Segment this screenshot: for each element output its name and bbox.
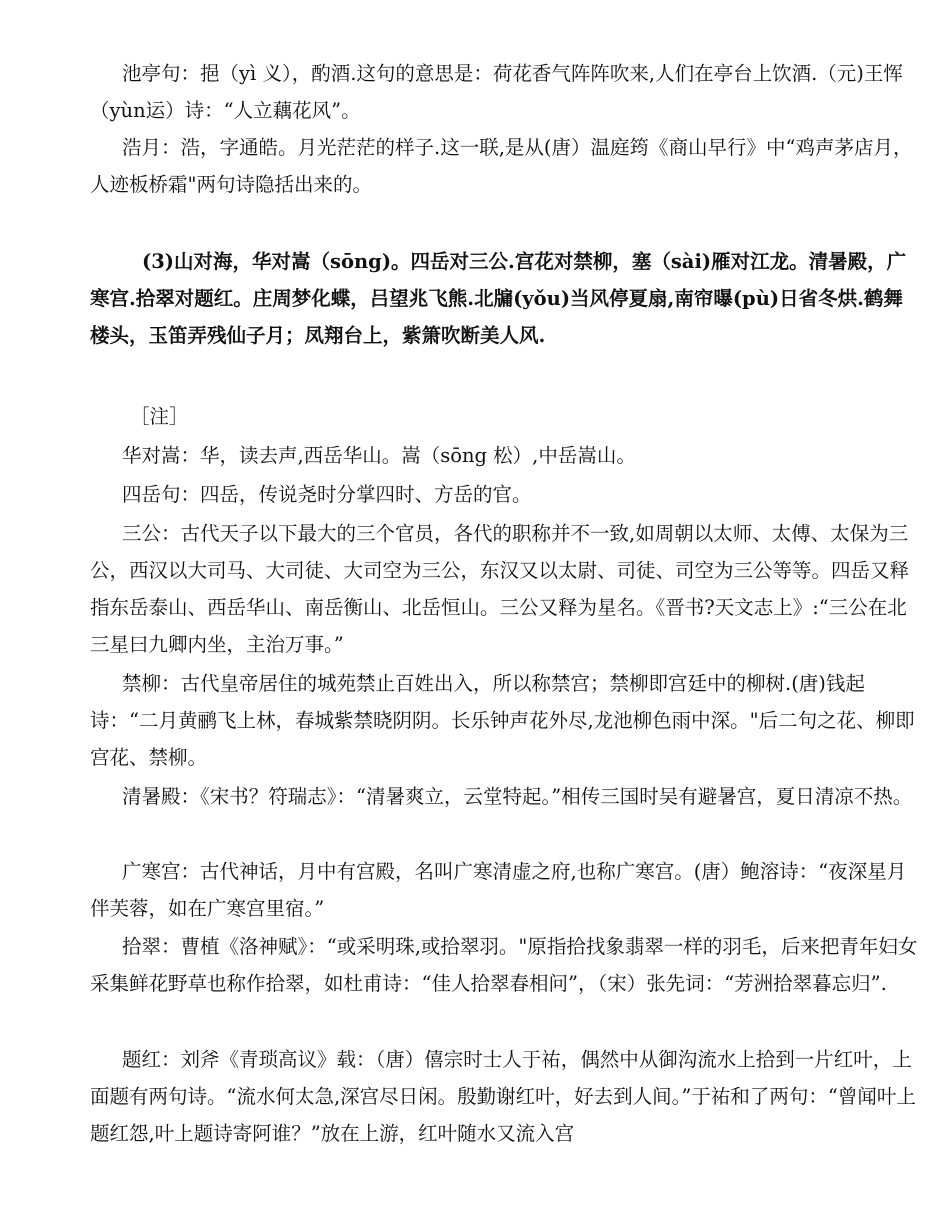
verse-paragraph-3: (3)山对海，华对嵩（sōng)。四岳对三公.宫花对禁柳，塞（sài)雁对江龙。清暑殿，广寒宫.拾翠对题红。庄周梦化蝶，吕望兆飞熊.北牖(yǒu)当风停夏扇,南帘曝(pù)日省冬烘.鹤舞楼头，玉笛弄残仙子月；凤翔台上，紫箫吹断美人风. bbox=[90, 250, 907, 347]
note-paragraph-guanghangong: 广寒宫：古代神话，月中有宫殿，名叫广寒清虚之府,也称广寒宫。(唐）鲍溶诗：“夜深星月伴芙蓉，如在广寒宫里宿。” bbox=[90, 860, 907, 920]
note-paragraph-qingshudian: 清暑殿：《宋书？符瑞志》：“清暑爽立，云堂特起。”相传三国时吴有避暑宫，夏日清凉不热。 bbox=[122, 785, 913, 808]
note-paragraph-tihong: 题红：刘斧《青琐高议》载：（唐）僖宗时士人于祐，偶然中从御沟流水上拾到一片红叶，上面题有两句诗。“流水何太急,深宫尽日闲。殷勤谢红叶，好去到人间。”于祐和了两句：“曾闻叶上题红怨,叶上题诗寄阿谁？”放在上游，红叶随水又流入宫 bbox=[90, 1048, 916, 1145]
note-paragraph-chiting: 池亭句：挹（yì 义），酌酒.这句的意思是：荷花香气阵阵吹来,人们在亭台上饮酒.（元)王恽（yùn运）诗：“人立藕花风”。 bbox=[90, 62, 903, 122]
note-paragraph-jinliu: 禁柳：古代皇帝居住的城苑禁止百姓出入，所以称禁宫；禁柳即宫廷中的柳树.(唐)钱起诗：“二月黄鹂飞上林，春城紫禁晓阴阴。长乐钟声花外尽,龙池柳色雨中深。"后二句之花、柳即宫花、禁柳。 bbox=[90, 672, 915, 769]
note-paragraph-huaduisong: 华对嵩：华，读去声,西岳华山。嵩（sōng 松）,中岳嵩山。 bbox=[122, 444, 636, 467]
note-paragraph-siyue: 四岳句：四岳，传说尧时分掌四时、方岳的官。 bbox=[122, 483, 532, 506]
note-paragraph-haoyue: 浩月：浩，字通皓。月光茫茫的样子.这一联,是从(唐）温庭筠《商山早行》中“鸡声茅店月，人迹板桥霜"两句诗隐括出来的。 bbox=[90, 136, 913, 196]
note-paragraph-sangong: 三公：古代天子以下最大的三个官员，各代的职称并不一致,如周朝以太师、太傅、太保为三公，西汉以大司马、大司徒、大司空为三公，东汉又以太尉、司徒、司空为三公等等。四岳又释指东岳泰山、西岳华山、南岳衡山、北岳恒山。三公又释为星名。《晋书?天文志上》:“三公在北三星曰九卿内坐，主治万事。” bbox=[90, 522, 910, 656]
notes-heading: ［注］ bbox=[130, 405, 189, 428]
note-paragraph-shicui: 拾翠：曹植《洛神赋》：“或采明珠,或拾翠羽。"原指拾找象翡翠一样的羽毛，后来把青年妇女采集鲜花野草也称作拾翠，如杜甫诗：“佳人拾翠春相问”，（宋）张先词：“芳洲拾翠暮忘归”. bbox=[90, 935, 918, 995]
